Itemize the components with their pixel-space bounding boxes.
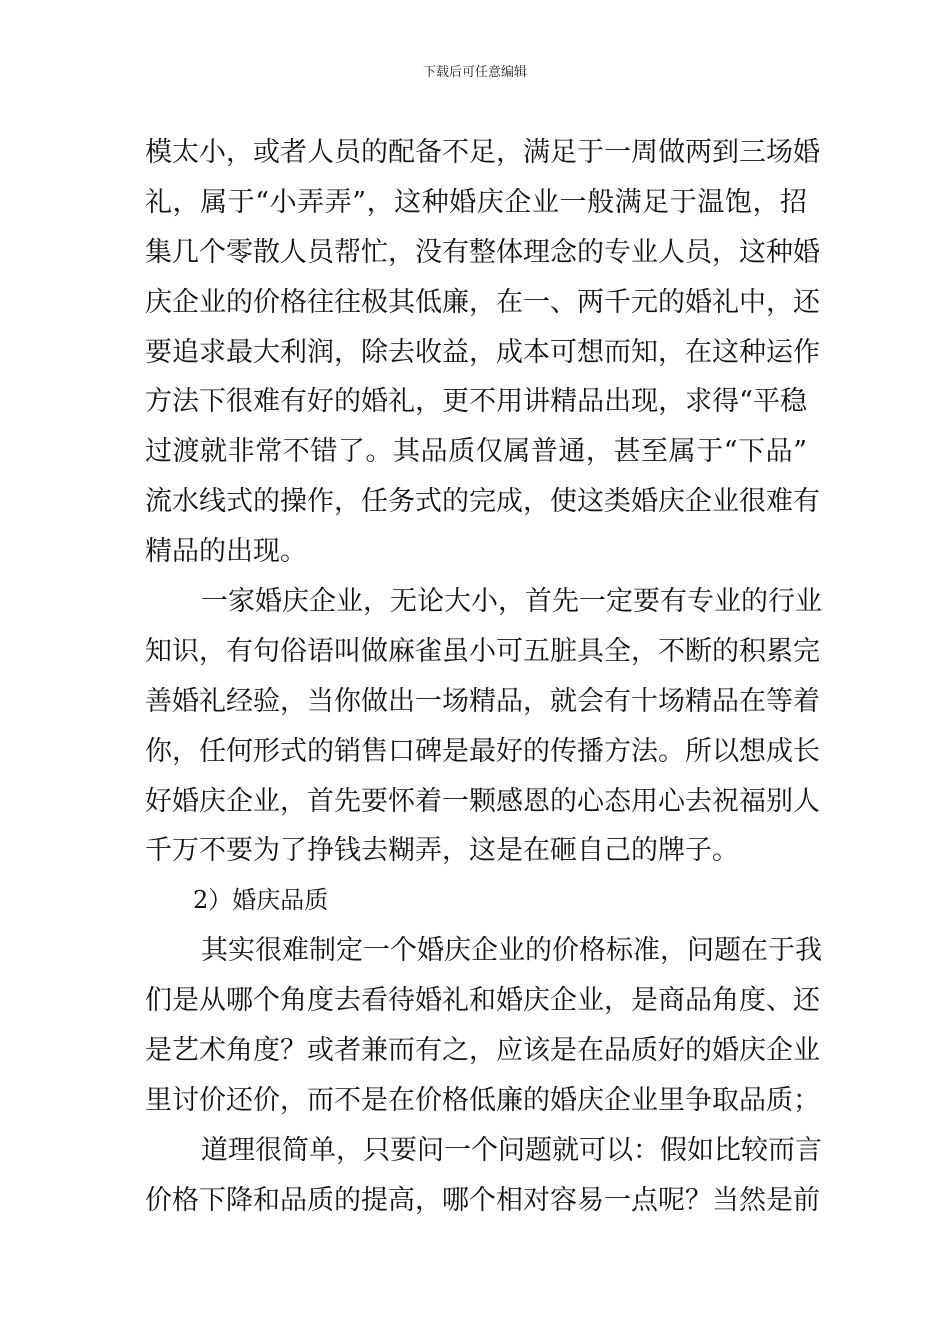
- paragraph-first-line: 一家婚庆企业，无论大小，首先一定要有专业的行业: [201, 586, 822, 618]
- text-line: 集几个零散人员帮忙，没有整体理念的专业人员，这种婚: [145, 236, 820, 268]
- text-line: 知识，有句俗语叫做麻雀虽小可五脏具全，不断的积累完: [145, 635, 820, 667]
- text-line: 你，任何形式的销售口碑是最好的传播方法。所以想成长: [145, 735, 820, 767]
- paragraph-first-line: 其实很难制定一个婚庆企业的价格标准，问题在于我: [201, 935, 822, 967]
- text-line: 方法下很难有好的婚礼，更不用讲精品出现，求得“平稳: [145, 386, 807, 418]
- text-line: 们是从哪个角度去看待婚礼和婚庆企业，是商品角度、还: [145, 985, 820, 1017]
- text-line: 善婚礼经验，当你做出一场精品，就会有十场精品在等着: [145, 685, 820, 717]
- text-line: 流水线式的操作，任务式的完成，使这类婚庆企业很难有: [145, 486, 820, 518]
- section-heading: 2）婚庆品质: [193, 886, 329, 915]
- page-header: 下载后可任意编辑: [422, 65, 527, 80]
- text-line: 过渡就非常不错了。其品质仅属普通，甚至属于“下品”: [145, 436, 807, 468]
- text-line: 里讨价还价，而不是在价格低廉的婚庆企业里争取品质；: [145, 1084, 820, 1116]
- text-line: 精品的出现。: [145, 536, 307, 568]
- text-line: 是艺术角度？或者兼而有之，应该是在品质好的婚庆企业: [145, 1035, 820, 1067]
- text-line: 庆企业的价格往往极其低廉，在一、两千元的婚礼中，还: [145, 286, 820, 318]
- text-line: 礼，属于“小弄弄”，这种婚庆企业一般满足于温饱，招: [145, 186, 807, 218]
- text-line: 好婚庆企业，首先要怀着一颗感恩的心态用心去祝福别人: [145, 785, 820, 817]
- paragraph-first-line: 道理很简单，只要问一个问题就可以：假如比较而言: [201, 1134, 822, 1166]
- text-line: 模太小，或者人员的配备不足，满足于一周做两到三场婚: [145, 137, 820, 168]
- text-line: 要追求最大利润，除去收益，成本可想而知，在这种运作: [145, 336, 820, 368]
- text-line: 千万不要为了挣钱去糊弄，这是在砸自己的牌子。: [145, 835, 739, 867]
- document-body: [145, 128, 822, 1226]
- text-line: 价格下降和品质的提高，哪个相对容易一点呢？当然是前: [145, 1184, 820, 1216]
